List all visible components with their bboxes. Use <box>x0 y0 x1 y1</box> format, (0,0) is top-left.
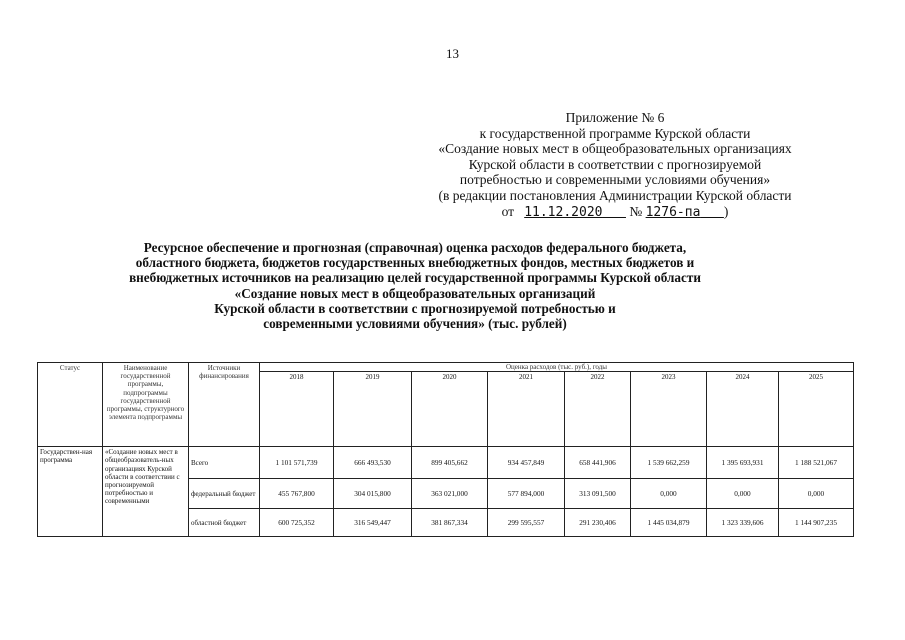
budget-table <box>37 362 854 537</box>
value-cell: 1 445 034,879 <box>631 509 707 537</box>
value-cell: 1 144 907,235 <box>779 509 854 537</box>
year-header: 2021 <box>488 372 565 447</box>
page-number: 13 <box>446 46 459 61</box>
header-estimate: Оценка расходов (тыс. руб.), годы <box>260 363 854 372</box>
appendix-line: (в редакции постановления Администрации Курской области <box>438 187 792 203</box>
appendix-line: потребностью и современными условиями обучения» <box>459 172 771 188</box>
appendix-header <box>380 110 850 220</box>
document-title <box>60 240 770 331</box>
table-header-row <box>38 363 854 372</box>
header-name: Наименование государственной программы, подпрограммы государственной программы, структурного элемента подпрограммы <box>103 363 189 447</box>
value-cell: 455 767,800 <box>260 479 334 509</box>
year-header: 2018 <box>260 372 334 447</box>
appendix-line: Курской области в соответствии с прогнозируемой <box>468 156 762 172</box>
value-cell: 291 230,406 <box>565 509 631 537</box>
value-cell: 600 725,352 <box>260 509 334 537</box>
year-header: 2022 <box>565 372 631 447</box>
value-cell: 0,000 <box>779 479 854 509</box>
value-cell: 577 894,000 <box>488 479 565 509</box>
value-cell: 363 021,000 <box>412 479 488 509</box>
title-line: внебюджетных источников на реализацию целей государственной программы Курской области <box>129 270 701 286</box>
value-cell: 934 457,849 <box>488 447 565 479</box>
value-cell: 1 395 693,931 <box>707 447 779 479</box>
value-cell: 304 015,800 <box>334 479 412 509</box>
appendix-line: к государственной программе Курской области <box>479 125 751 141</box>
value-cell: 1 101 571,739 <box>260 447 334 479</box>
program-name-cell: «Создание новых мест в общеобразователь-ных организациях Курской области в соответствии с прогнозируемой потребностью и современными <box>103 447 189 537</box>
year-header: 2020 <box>412 372 488 447</box>
status-cell: Государствен-ная программа <box>38 447 103 537</box>
ot-label: от <box>501 203 515 219</box>
title-line: «Создание новых мест в общеобразовательных организаций <box>234 285 596 301</box>
value-cell: 1 188 521,067 <box>779 447 854 479</box>
value-cell: 299 595,557 <box>488 509 565 537</box>
resolution-date-line <box>380 204 850 221</box>
resolution-number: 1276-па <box>645 204 701 220</box>
value-cell: 1 323 339,606 <box>707 509 779 537</box>
value-cell: 1 539 662,259 <box>631 447 707 479</box>
value-cell: 313 091,500 <box>565 479 631 509</box>
resolution-date: 11.12.2020 <box>524 204 603 220</box>
year-header: 2019 <box>334 372 412 447</box>
close-paren: ) <box>723 203 729 219</box>
year-header: 2024 <box>707 372 779 447</box>
year-header: 2023 <box>631 372 707 447</box>
value-cell: 316 549,447 <box>334 509 412 537</box>
value-cell: 0,000 <box>631 479 707 509</box>
value-cell: 666 493,530 <box>334 447 412 479</box>
value-cell: 0,000 <box>707 479 779 509</box>
title-line: Ресурсное обеспечение и прогнозная (справочная) оценка расходов федерального бюджета, <box>143 240 687 255</box>
appendix-line: «Создание новых мест в общеобразовательных организациях <box>438 141 792 157</box>
header-source: Источники финансирования <box>189 363 260 447</box>
number-label: № <box>629 203 643 219</box>
source-cell: областной бюджет <box>189 509 260 537</box>
table-row <box>38 447 854 479</box>
title-line: Курской области в соответствии с прогнозируемой потребностью и <box>214 300 616 316</box>
title-line: областного бюджета, бюджетов государственных внебюджетных фондов, местных бюджетов и <box>135 255 695 271</box>
source-cell: Всего <box>189 447 260 479</box>
value-cell: 381 867,334 <box>412 509 488 537</box>
year-header: 2025 <box>779 372 854 447</box>
value-cell: 899 405,662 <box>412 447 488 479</box>
title-line: современными условиями обучения» (тыс. рублей) <box>263 316 567 332</box>
header-status: Статус <box>38 363 103 447</box>
source-cell: федеральный бюджет <box>189 479 260 509</box>
value-cell: 658 441,906 <box>565 447 631 479</box>
appendix-line: Приложение № 6 <box>565 110 665 125</box>
